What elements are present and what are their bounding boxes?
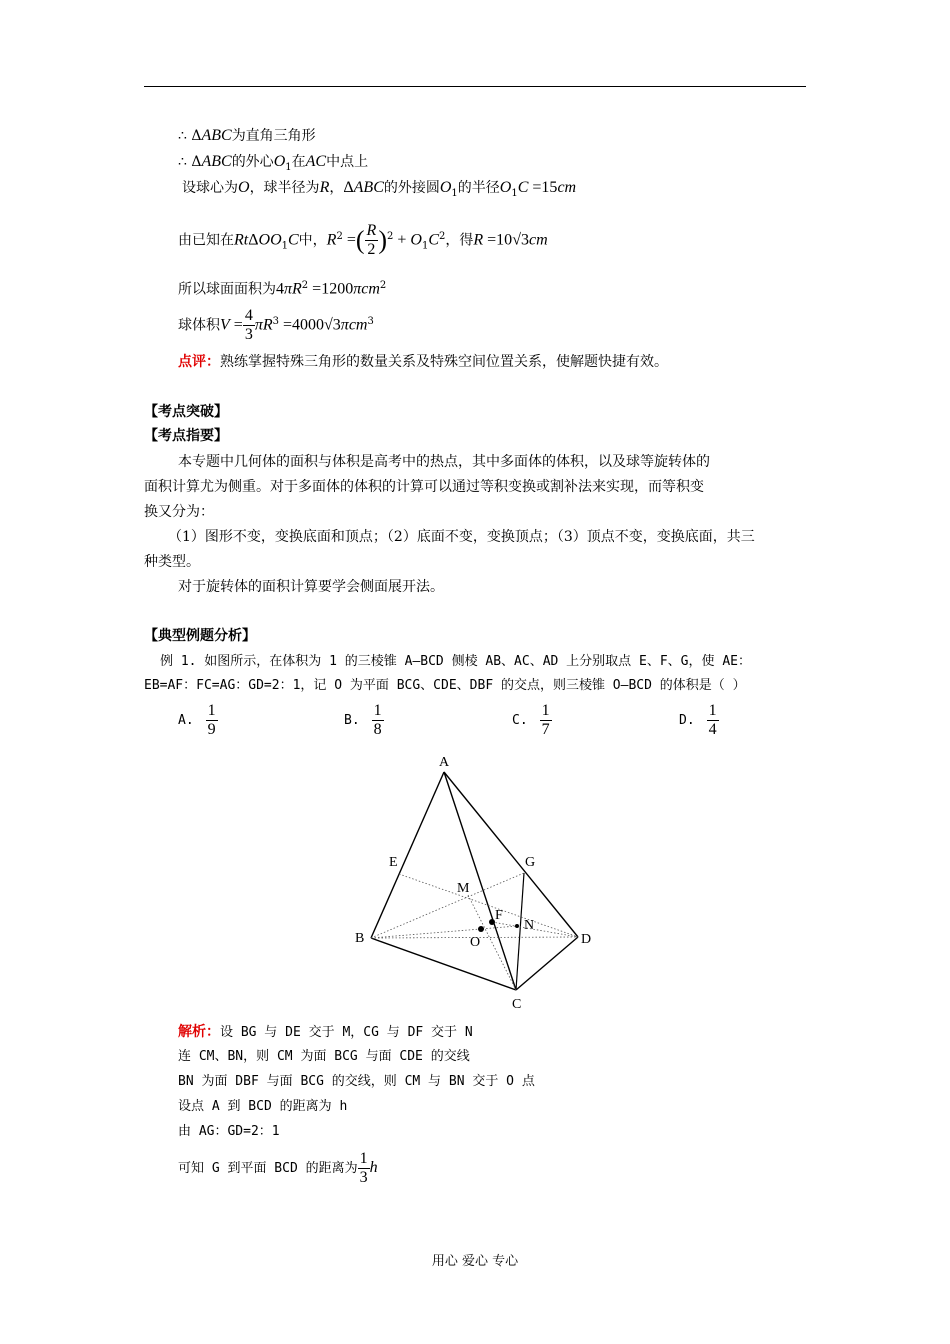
line-circumcenter: ∴ ΔABC的外心$O_1$在AC中点上: [178, 153, 369, 173]
tetrahedron-figure: [340, 748, 620, 1013]
point-n: [515, 924, 519, 928]
segment-ed-hidden: [399, 874, 578, 937]
paragraph-line: 面积计算尤为侧重。对于多面体的体积的计算可以通过等积变换或割补法来实现，而等积变: [144, 479, 704, 495]
paragraph-line: （1）图形不变，变换底面和顶点；（2）底面不变，变换顶点；（3）顶点不变，变换底面，共三: [168, 529, 755, 545]
option-c[interactable]: C. $\frac{1}{7}$: [512, 702, 550, 738]
example-text: EB=AF：FC=AG：GD=2：1，记 O 为平面 BCG、CDE、DBF 的交点，则三棱锥 O—BCD 的体积是（ ）: [144, 678, 746, 693]
paragraph-line: 本专题中几何体的面积与体积是高考中的热点，其中多面体的体积，以及球等旋转体的: [178, 454, 710, 470]
solution-line: BN 为面 DBF 与面 BCG 的交线，则 CM 与 BN 交于 O 点: [178, 1074, 535, 1089]
label-c: C: [512, 997, 522, 1012]
paragraph-line: 对于旋转体的面积计算要学会侧面展开法。: [178, 579, 444, 595]
segment-bg-hidden: [371, 873, 524, 938]
solution-line: 可知 G 到平面 BCD 的距离为 $\frac{1}{3}$ h: [178, 1150, 378, 1186]
label-o: O: [470, 935, 481, 950]
paragraph-line: 换又分为：: [144, 504, 214, 520]
comment-line: 点评：熟练掌握特殊三角形的数量关系及特殊空间位置关系，使解题快捷有效。: [178, 354, 668, 370]
line-radius-equation: 由已知在RtΔOO$_1$C中，$R^2$ =( $\frac{R}{2}$ )$^2 + O_1C^2$，得R =10√3cm: [178, 222, 548, 259]
edge-ac: [444, 772, 516, 990]
header-rule: [144, 86, 806, 87]
page-footer: 用心 爱心 专心: [431, 1254, 519, 1269]
heading-breakthrough: 【考点突破】: [144, 404, 228, 420]
solution-label: 解析：: [178, 1024, 220, 1040]
segment-df-hidden: [492, 922, 578, 937]
label-g: G: [525, 855, 536, 870]
example-text: 例 1. 如图所示，在体积为 1 的三棱锥 A—BCD 侧棱 AB、AC、AD 上分别取点 E、F、G，使 AE：: [160, 654, 751, 669]
line-surface-area: 所以球面面积为$4\pi R^2 =1200\pi cm^2$: [178, 280, 387, 298]
label-e: E: [389, 855, 398, 870]
option-d[interactable]: D. $\frac{1}{4}$: [679, 702, 717, 738]
option-b[interactable]: B. $\frac{1}{8}$: [344, 702, 382, 738]
label-n: N: [524, 918, 535, 933]
segment-cg: [516, 873, 524, 990]
line-sphere-setup: 设球心为O，球半径为R，ΔABC的外接圆$O_1$的半径$O_1C =15cm$: [182, 179, 577, 199]
heading-pointers: 【考点指要】: [144, 428, 228, 444]
edge-cd: [516, 937, 578, 990]
option-a[interactable]: A. $\frac{1}{9}$: [178, 702, 216, 738]
edge-bc: [371, 938, 516, 990]
comment-label: 点评：: [178, 354, 220, 370]
label-a: A: [439, 755, 450, 770]
line-right-triangle: ∴ ΔABC为直角三角形: [178, 127, 316, 144]
solution-line: 由 AG：GD=2：1: [178, 1124, 280, 1139]
line-volume: 球体积V = $\frac{4}{3}$ $\pi R^3 =4000√3\pi cm^3$: [178, 307, 374, 344]
label-d: D: [581, 932, 592, 947]
edge-ab: [371, 772, 444, 938]
heading-examples: 【典型例题分析】: [144, 628, 256, 644]
label-b: B: [355, 931, 365, 946]
point-o: [478, 926, 484, 932]
paragraph-line: 种类型。: [144, 554, 200, 570]
label-m: M: [457, 881, 470, 896]
edge-ad: [444, 772, 578, 937]
solution-line: 解析：设 BG 与 DE 交于 M，CG 与 DF 交于 N: [178, 1024, 473, 1040]
solution-line: 设点 A 到 BCD 的距离为 h: [178, 1099, 348, 1114]
label-f: F: [495, 908, 503, 923]
solution-line: 连 CM、BN，则 CM 为面 BCG 与面 CDE 的交线: [178, 1049, 470, 1064]
